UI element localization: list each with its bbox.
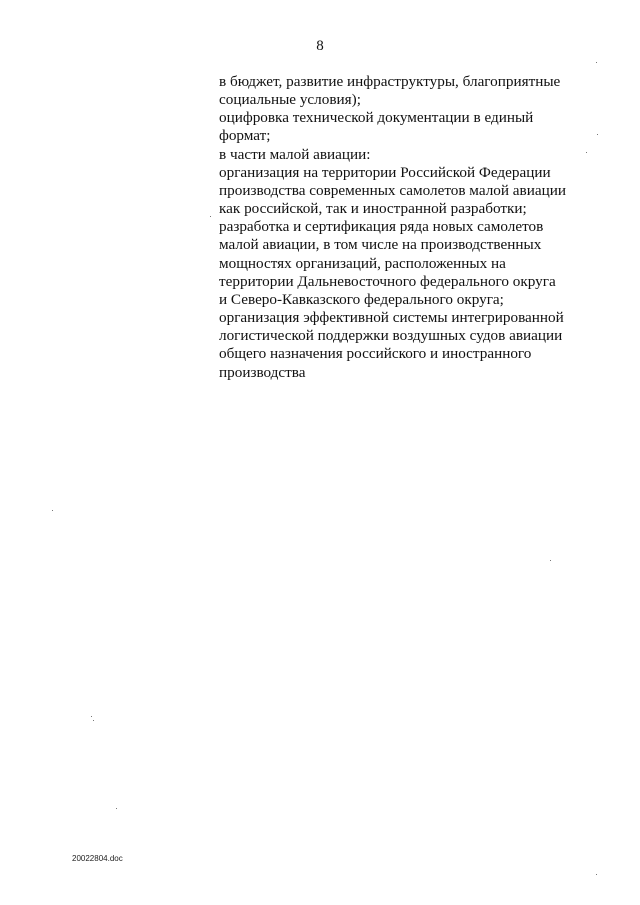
text-line: разработка и сертификация ряда новых самолетов xyxy=(219,218,544,236)
text-line: оцифровка технической документации в единый xyxy=(219,109,534,127)
text-line: и Северо-Кавказского федерального округа; xyxy=(219,290,504,308)
text-line: производства xyxy=(219,363,306,381)
scan-speck xyxy=(596,62,597,63)
scan-speck xyxy=(52,510,53,511)
text-line: логистической поддержки воздушных судов авиации xyxy=(219,327,563,345)
text-line: организация эффективной системы интегрированной xyxy=(219,309,564,327)
scan-speck xyxy=(586,152,587,153)
text-line: общего назначения российского и иностранного xyxy=(219,345,532,363)
footer-filename: 20022804.doc xyxy=(72,854,123,863)
text-line: в части малой авиации: xyxy=(219,145,371,163)
text-line: в бюджет, развитие инфраструктуры, благоприятные xyxy=(219,73,561,90)
scan-speck xyxy=(596,874,597,875)
scan-speck xyxy=(91,716,92,717)
text-line: производства современных самолетов малой авиации xyxy=(219,181,566,199)
text-line: территории Дальневосточного федерального округа xyxy=(219,272,556,290)
scan-speck xyxy=(550,560,551,561)
scan-speck xyxy=(116,808,117,809)
text-line: как российской, так и иностранной разработки; xyxy=(219,200,527,218)
text-line: организация на территории Российской Федерации xyxy=(219,163,551,181)
text-line: малой авиации, в том числе на производственных xyxy=(219,236,542,254)
text-line: социальные условия); xyxy=(219,91,361,109)
page-number: 8 xyxy=(316,38,324,54)
scan-speck xyxy=(210,216,211,217)
scan-speck xyxy=(93,720,94,721)
text-line: мощностях организаций, расположенных на xyxy=(219,254,506,272)
document-body xyxy=(219,73,599,382)
text-line: формат; xyxy=(219,127,271,145)
scan-speck xyxy=(597,134,598,135)
